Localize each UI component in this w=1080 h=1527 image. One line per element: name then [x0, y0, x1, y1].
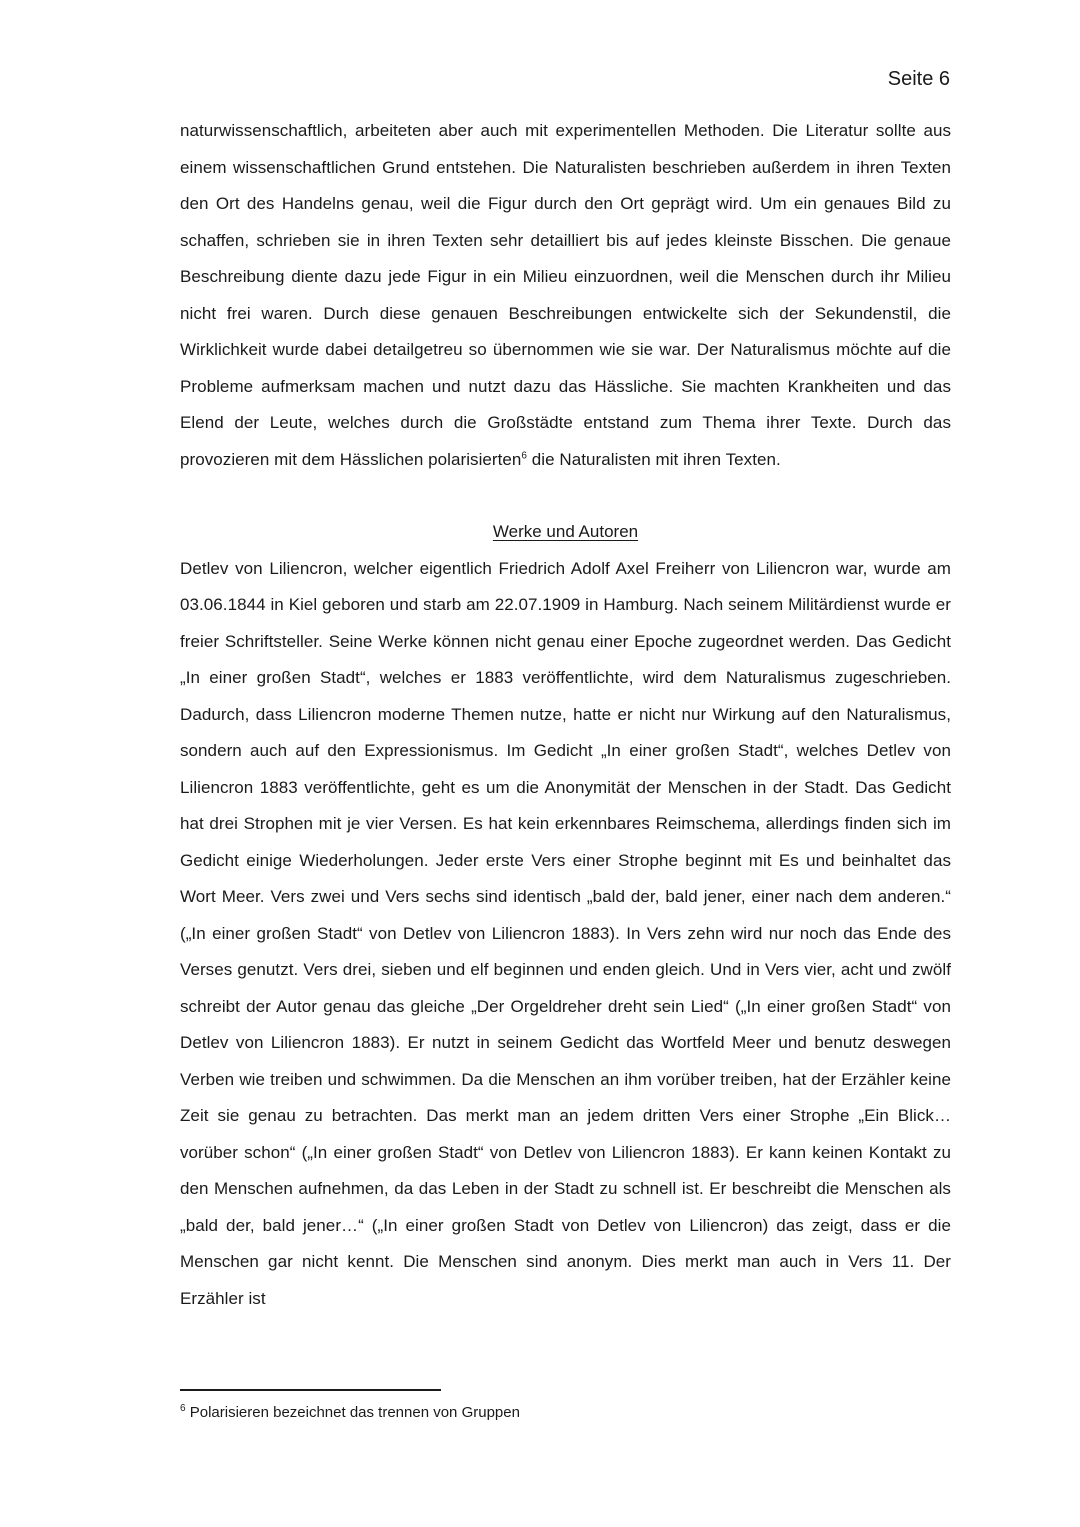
paragraph-1-text: naturwissenschaftlich, arbeiteten aber auch mit experimentellen Methoden. Die Literatur sollte aus einem wissenschaftlichen Grund entstehen. Die Naturalisten beschrieben außerdem in ihren Texten den Ort des Handelns genau, weil die Figur durch den Ort geprägt wird. Um ein genaues Bild zu schaffen, schrieben sie in ihren Texten sehr detailliert bis auf jedes kleinste Bisschen. Die genaue Beschreibung diente dazu jede Figur in ein Milieu einzuordnen, weil die Menschen durch ihr Milieu nicht frei waren. Durch diese genauen Beschreibungen entwickelte sich der Sekundenstil, die Wirklichkeit wurde dabei detailgetreu so übernommen wie sie war. Der Naturalismus möchte auf die Probleme aufmerksam machen und nutzt dazu das Hässliche. Sie machten Krankheiten und das Elend der Leute, welches durch die Großstädte entstand zum Thema ihrer Texte. Durch das provozieren mit dem Hässlichen polarisierten — [180, 121, 951, 469]
footnote-separator — [180, 1389, 441, 1391]
footnote-reference: 6 — [521, 449, 528, 461]
body-paragraph-1 — [180, 113, 951, 478]
section-heading: Werke und Autoren — [492, 522, 639, 541]
page-content — [180, 113, 951, 1317]
body-paragraph-2: Detlev von Liliencron, welcher eigentlich Friedrich Adolf Axel Freiherr von Liliencron war, wurde am 03.06.1844 in Kiel geboren und starb am 22.07.1909 in Hamburg. Nach seinem Militärdienst wurde er freier Schriftsteller. Seine Werke können nicht genau einer Epoche zugeordnet werden. Das Gedicht „In einer großen Stadt“, welches er 1883 veröffentlichte, wird dem Naturalismus zugeschrieben. Dadurch, dass Liliencron moderne Themen nutze, hatte er nicht nur Wirkung auf den Naturalismus, sondern auch auf den Expressionismus. Im Gedicht „In einer großen Stadt“, welches Detlev von Liliencron 1883 veröffentlichte, geht es um die Anonymität der Menschen in der Stadt. Das Gedicht hat drei Strophen mit je vier Versen. Es hat kein erkennbares Reimschema, allerdings finden sich im Gedicht einige Wiederholungen. Jeder erste Vers einer Strophe beginnt mit Es und beinhaltet das Wort Meer. Vers zwei und Vers sechs sind identisch „bald der, bald jener, einer nach dem anderen.“ („In einer großen Stadt“ von Detlev von Liliencron 1883). In Vers zehn wird nur noch das Ende des Verses genutzt. Vers drei, sieben und elf beginnen und enden gleich. Und in Vers vier, acht und zwölf schreibt der Autor genau das gleiche „Der Orgeldreher dreht sein Lied“ („In einer großen Stadt“ von Detlev von Liliencron 1883). Er nutzt in seinem Gedicht das Wortfeld Meer und benutz deswegen Verben wie treiben und schwimmen. Da die Menschen an ihm vorüber treiben, hat der Erzähler keine Zeit sie genau zu betrachten. Das merkt man an jedem dritten Vers einer Strophe „Ein Blick… vorüber schon“ („In einer großen Stadt“ von Detlev von Liliencron 1883). Er kann keinen Kontakt zu den Menschen aufnehmen, da das Leben in der Stadt zu schnell ist. Er beschreibt die Menschen als „bald der, bald jener…“ („In einer großen Stadt von Detlev von Liliencron) das zeigt, dass er die Menschen gar nicht kennt. Die Menschen sind anonym. Dies merkt man auch in Vers 11. Der Erzähler ist — [180, 558, 951, 1308]
footnote-text: Polarisieren bezeichnet das trennen von Gruppen — [185, 1404, 520, 1421]
page-number: Seite 6 — [887, 68, 950, 90]
footnote-number: 6 — [180, 1403, 186, 1414]
footnote — [180, 1402, 520, 1424]
paragraph-1-text-end: die Naturalisten mit ihren Texten. — [527, 449, 781, 469]
